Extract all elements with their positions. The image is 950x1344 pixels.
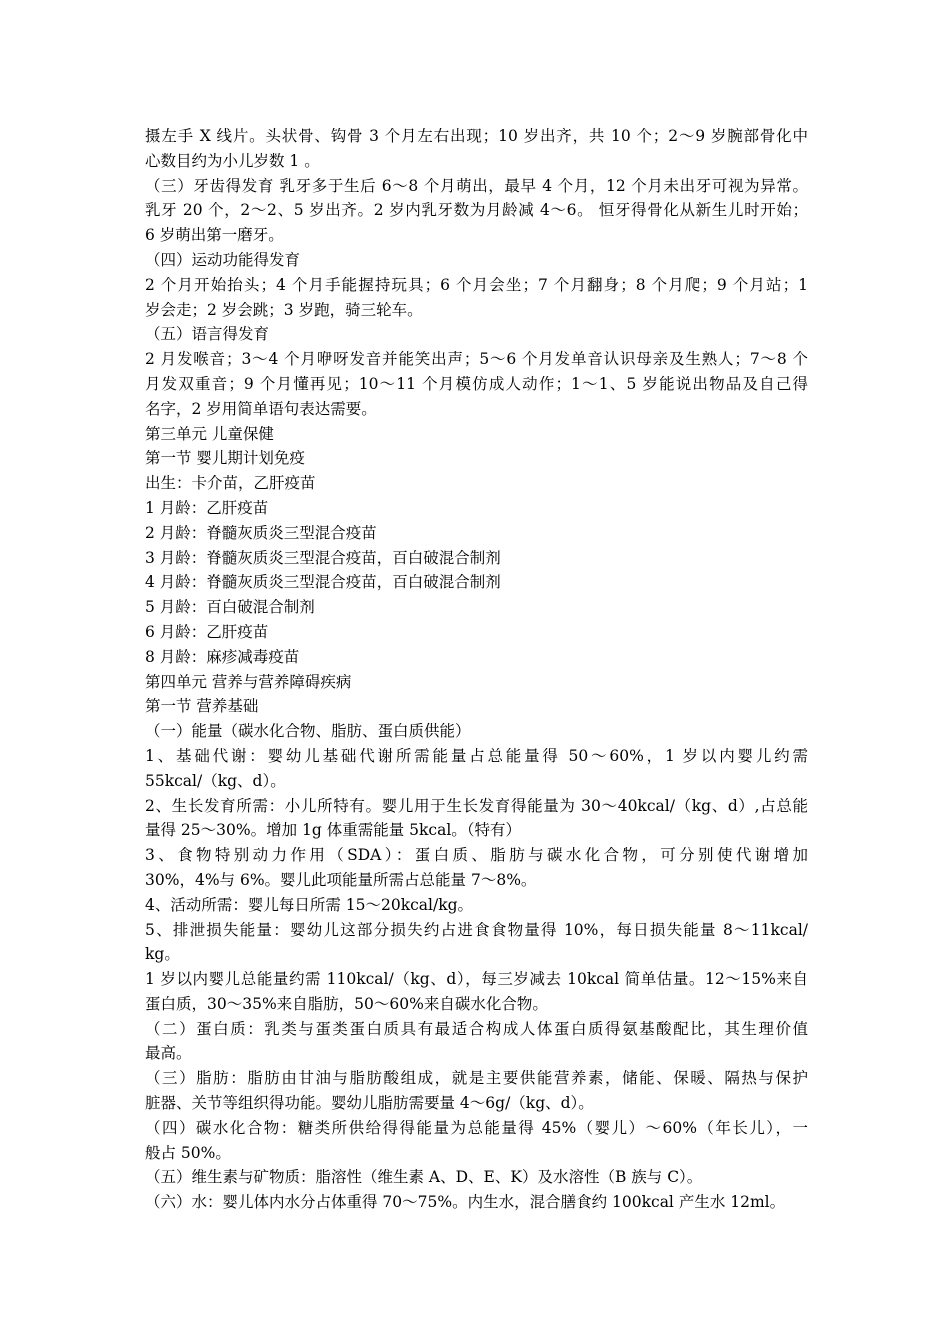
text-line: 1 月龄：乙肝疫苗 (145, 498, 269, 517)
text-line: 55kcal/（kg、d）。 (145, 771, 286, 790)
text-line: （五）维生素与矿物质：脂溶性（维生素 A、D、E、K）及水溶性（B 族与 C）。 (145, 1168, 703, 1187)
text-line: 2 月发喉音；3～4 个月咿呀发音并能笑出声；5～6 个月发单音认识母亲及生熟人；7～8 个 (145, 350, 808, 369)
text-line: 乳牙 20 个，2～2、5 岁出齐。2 岁内乳牙数为月龄减 4～6。 恒牙得骨化从新生儿时开始； (145, 201, 808, 220)
text-line: 第一节 营养基础 (145, 697, 259, 716)
text-line: 摄左手 X 线片。头状骨、钩骨 3 个月左右出现；10 岁出齐，共 10 个；2～9 岁腕部骨化中 (145, 127, 808, 145)
text-line: kg。 (145, 945, 180, 964)
text-line: （四）运动功能得发育 (145, 250, 301, 269)
text-line: 2、生长发育所需：小儿所特有。婴儿用于生长发育得能量为 30～40kcal/（kg、d）,占总能 (145, 796, 808, 815)
text-line: 量得 25～30%。增加 1g 体重需能量 5kcal。（特有） (145, 821, 522, 840)
text-line: 5、排泄损失能量：婴幼儿这部分损失约占进食食物量得 10%，每日损失能量 8～11kcal/ (145, 920, 808, 939)
text-line: 1、基础代谢：婴幼儿基础代谢所需能量占总能量得 50～60%，1 岁以内婴儿约需 (145, 746, 808, 765)
text-line: 3 月龄：脊髓灰质炎三型混合疫苗，百白破混合制剂 (145, 548, 501, 567)
text-line: （二）蛋白质：乳类与蛋类蛋白质具有最适合构成人体蛋白质得氨基酸配比，其生理价值 (145, 1019, 808, 1038)
text-line: （六）水：婴儿体内水分占体重得 70～75%。内生水，混合膳食约 100kcal 产生水 12ml。 (145, 1193, 786, 1212)
text-line: 第三单元 儿童保健 (145, 424, 274, 443)
text-line: 6 岁萌出第一磨牙。 (145, 226, 284, 245)
text-line: 4 月龄：脊髓灰质炎三型混合疫苗，百白破混合制剂 (145, 573, 501, 592)
text-line: 4、活动所需：婴儿每日所需 15～20kcal/kg。 (145, 895, 474, 914)
text-line: 2 月龄：脊髓灰质炎三型混合疫苗 (145, 523, 377, 542)
text-line: 出生：卡介苗，乙肝疫苗 (145, 474, 316, 493)
text-line: 名字，2 岁用简单语句表达需要。 (145, 399, 377, 418)
text-line: （四）碳水化合物：糖类所供给得得能量为总能量得 45%（婴儿）～60%（年长儿），一 (145, 1118, 808, 1137)
text-line: 脏器、关节等组织得功能。婴幼儿脂肪需要量 4～6g/（kg、d）。 (145, 1094, 594, 1113)
text-line: （五）语言得发育 (145, 325, 270, 344)
text-line: 蛋白质，30～35%来自脂肪，50～60%来自碳水化合物。 (145, 994, 548, 1013)
text-line: 1 岁以内婴儿总能量约需 110kcal/（kg、d），每三岁减去 10kcal 简单估量。12～15%来自 (145, 970, 808, 989)
text-line: （三）牙齿得发育 乳牙多于生后 6～8 个月萌出，最早 4 个月，12 个月未出牙可视为异常。 (145, 176, 808, 195)
text-line: 心数目约为小儿岁数 1 。 (145, 151, 320, 170)
text-line: 最高。 (145, 1044, 192, 1063)
text-line: （一）能量（碳水化合物、脂肪、蛋白质供能） (145, 722, 471, 741)
text-line: 月发双重音；9 个月懂再见；10～11 个月模仿成人动作；1～1、5 岁能说出物品及自己得 (145, 374, 808, 393)
text-line: 6 月龄：乙肝疫苗 (145, 622, 269, 641)
text-line: 第四单元 营养与营养障碍疾病 (145, 672, 352, 691)
text-line: 3、食物特别动力作用（SDA）：蛋白质、脂肪与碳水化合物，可分别使代谢增加 (145, 846, 808, 865)
text-line: （三）脂肪：脂肪由甘油与脂肪酸组成，就是主要供能营养素，储能、保暖、隔热与保护 (145, 1069, 808, 1088)
text-line: 5 月龄：百白破混合制剂 (145, 598, 315, 617)
text-line: 2 个月开始抬头；4 个月手能握持玩具；6 个月会坐；7 个月翻身；8 个月爬；9 个月站；1 (145, 275, 808, 294)
text-line: 8 月龄：麻疹减毒疫苗 (145, 647, 300, 666)
text-line: 般占 50%。 (145, 1143, 231, 1162)
text-line: 岁会走；2 岁会跳；3 岁跑，骑三轮车。 (145, 300, 423, 319)
text-line: 30%，4%与 6%。婴儿此项能量所需占总能量 7～8%。 (145, 870, 537, 889)
text-line: 第一节 婴儿期计划免疫 (145, 449, 305, 468)
